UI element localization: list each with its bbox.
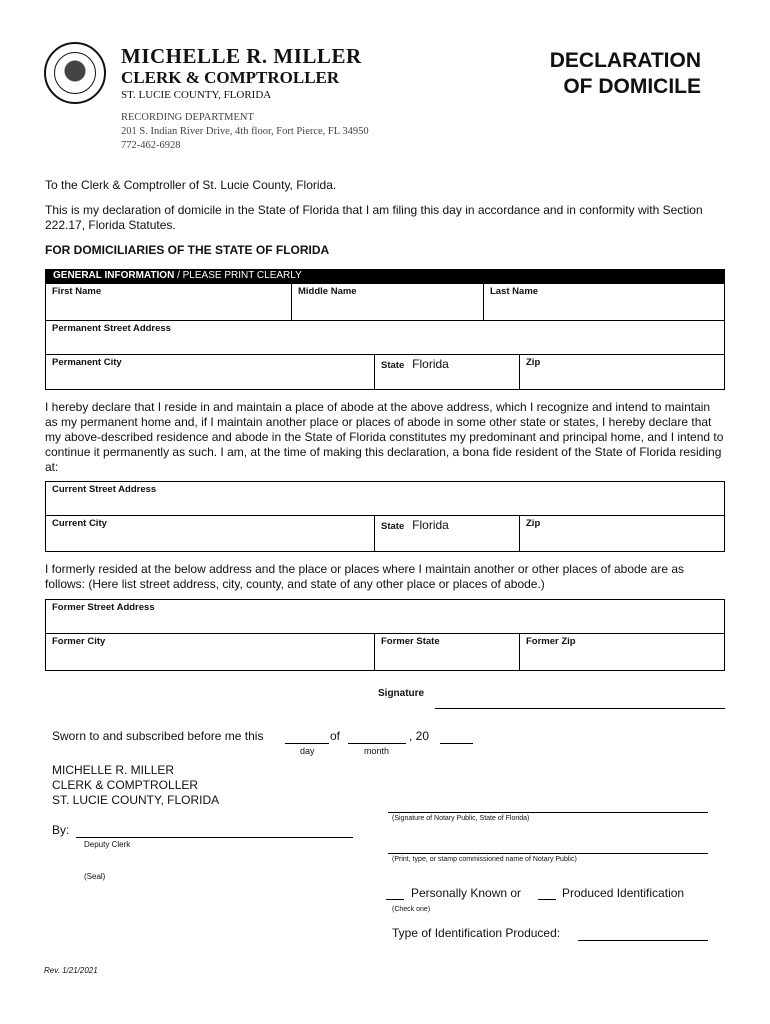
current-state-field[interactable]: State Florida: [374, 515, 520, 552]
produced-id-check[interactable]: [538, 899, 556, 900]
revision-date: Rev. 1/21/2021: [44, 966, 98, 975]
deputy-clerk-caption: Deputy Clerk: [84, 840, 131, 849]
department-phone: 772-462-6928: [121, 140, 181, 151]
general-info-bar: GENERAL INFORMATION / PLEASE PRINT CLEARLY: [45, 269, 725, 283]
day-line[interactable]: [285, 743, 329, 744]
sworn-text: Sworn to and subscribed before me this: [52, 729, 264, 743]
current-zip-field[interactable]: Zip: [519, 515, 725, 552]
year-prefix: , 20: [409, 729, 430, 743]
clerk-name: MICHELLE R. MILLER: [121, 44, 362, 68]
permanent-state-field[interactable]: State Florida: [374, 354, 520, 390]
declaration-text: This is my declaration of domicile in the State of Florida that I am filing this day in accordance and in conformity with Section 222.17, Florida Statutes.: [45, 203, 703, 232]
section-heading: FOR DOMICILIARIES OF THE STATE OF FLORIDA: [45, 243, 330, 257]
document-title: DECLARATION OF DOMICILE: [549, 49, 701, 98]
month-caption: month: [364, 746, 390, 756]
middle-name-field[interactable]: Middle Name: [291, 283, 484, 321]
clerk-block: MICHELLE R. MILLER CLERK & COMPTROLLER ST. LUCIE COUNTY, FLORIDA: [52, 763, 220, 807]
county-name: ST. LUCIE COUNTY, FLORIDA: [121, 89, 272, 101]
first-name-field[interactable]: First Name: [45, 283, 292, 321]
personally-known-label: Personally Known or: [411, 886, 522, 900]
current-city-field[interactable]: Current City: [45, 515, 375, 552]
id-type-line[interactable]: [578, 940, 708, 941]
former-city-field[interactable]: Former City: [45, 633, 375, 671]
id-type-label: Type of Identification Produced:: [392, 926, 561, 940]
last-name-field[interactable]: Last Name: [483, 283, 725, 321]
current-street-field[interactable]: Current Street Address: [45, 481, 725, 516]
addressee-line: To the Clerk & Comptroller of St. Lucie County, Florida.: [45, 178, 337, 192]
notary-signature-line[interactable]: [388, 812, 708, 813]
produced-id-label: Produced Identification: [562, 886, 685, 900]
permanent-city-field[interactable]: Permanent City: [45, 354, 375, 390]
deputy-signature-line[interactable]: [76, 837, 353, 838]
signature-line[interactable]: [435, 708, 725, 709]
former-residence-text: I formerly resided at the below address and the place or places where I maintain another or other places of abode are as follows: (Here list street address, city, county, and state of any other place or places of abode.): [45, 562, 685, 591]
check-one-caption: (Check one): [392, 906, 431, 913]
of-text: of: [330, 729, 341, 743]
former-zip-field[interactable]: Former Zip: [519, 633, 725, 671]
notary-name-line[interactable]: [388, 853, 708, 854]
month-line[interactable]: [348, 743, 406, 744]
permanent-zip-field[interactable]: Zip: [519, 354, 725, 390]
permanent-street-field[interactable]: Permanent Street Address: [45, 320, 725, 355]
former-state-field[interactable]: Former State: [374, 633, 520, 671]
by-label: By:: [52, 823, 70, 837]
year-line[interactable]: [440, 743, 473, 744]
notary-signature-caption: (Signature of Notary Public, State of Florida): [392, 815, 530, 822]
seal-caption: (Seal): [84, 872, 106, 881]
day-caption: day: [300, 746, 315, 756]
personally-known-check[interactable]: [386, 899, 404, 900]
clerk-seal: [44, 42, 106, 104]
former-street-field[interactable]: Former Street Address: [45, 599, 725, 634]
notary-name-caption: (Print, type, or stamp commissioned name of Notary Public): [392, 856, 577, 863]
residence-declaration-text: I hereby declare that I reside in and maintain a place of abode at the above address, which I recognize and intend to maintain as my permanent home and, if I maintain another place or places of abode in some other state or states, I hereby declare that my above-described residence and abode in the State of Florida constitutes my predominant and principal home, and I intend to continue it permanently as such. I am, at the time of making this declaration, a bona fide resident of the State of Florida residing at:: [45, 400, 724, 474]
clerk-title: CLERK & COMPTROLLER: [121, 68, 340, 87]
department-address: 201 S. Indian River Drive, 4th floor, Fort Pierce, FL 34950: [121, 126, 369, 137]
signature-label: Signature: [378, 688, 425, 699]
department: RECORDING DEPARTMENT: [121, 112, 254, 123]
